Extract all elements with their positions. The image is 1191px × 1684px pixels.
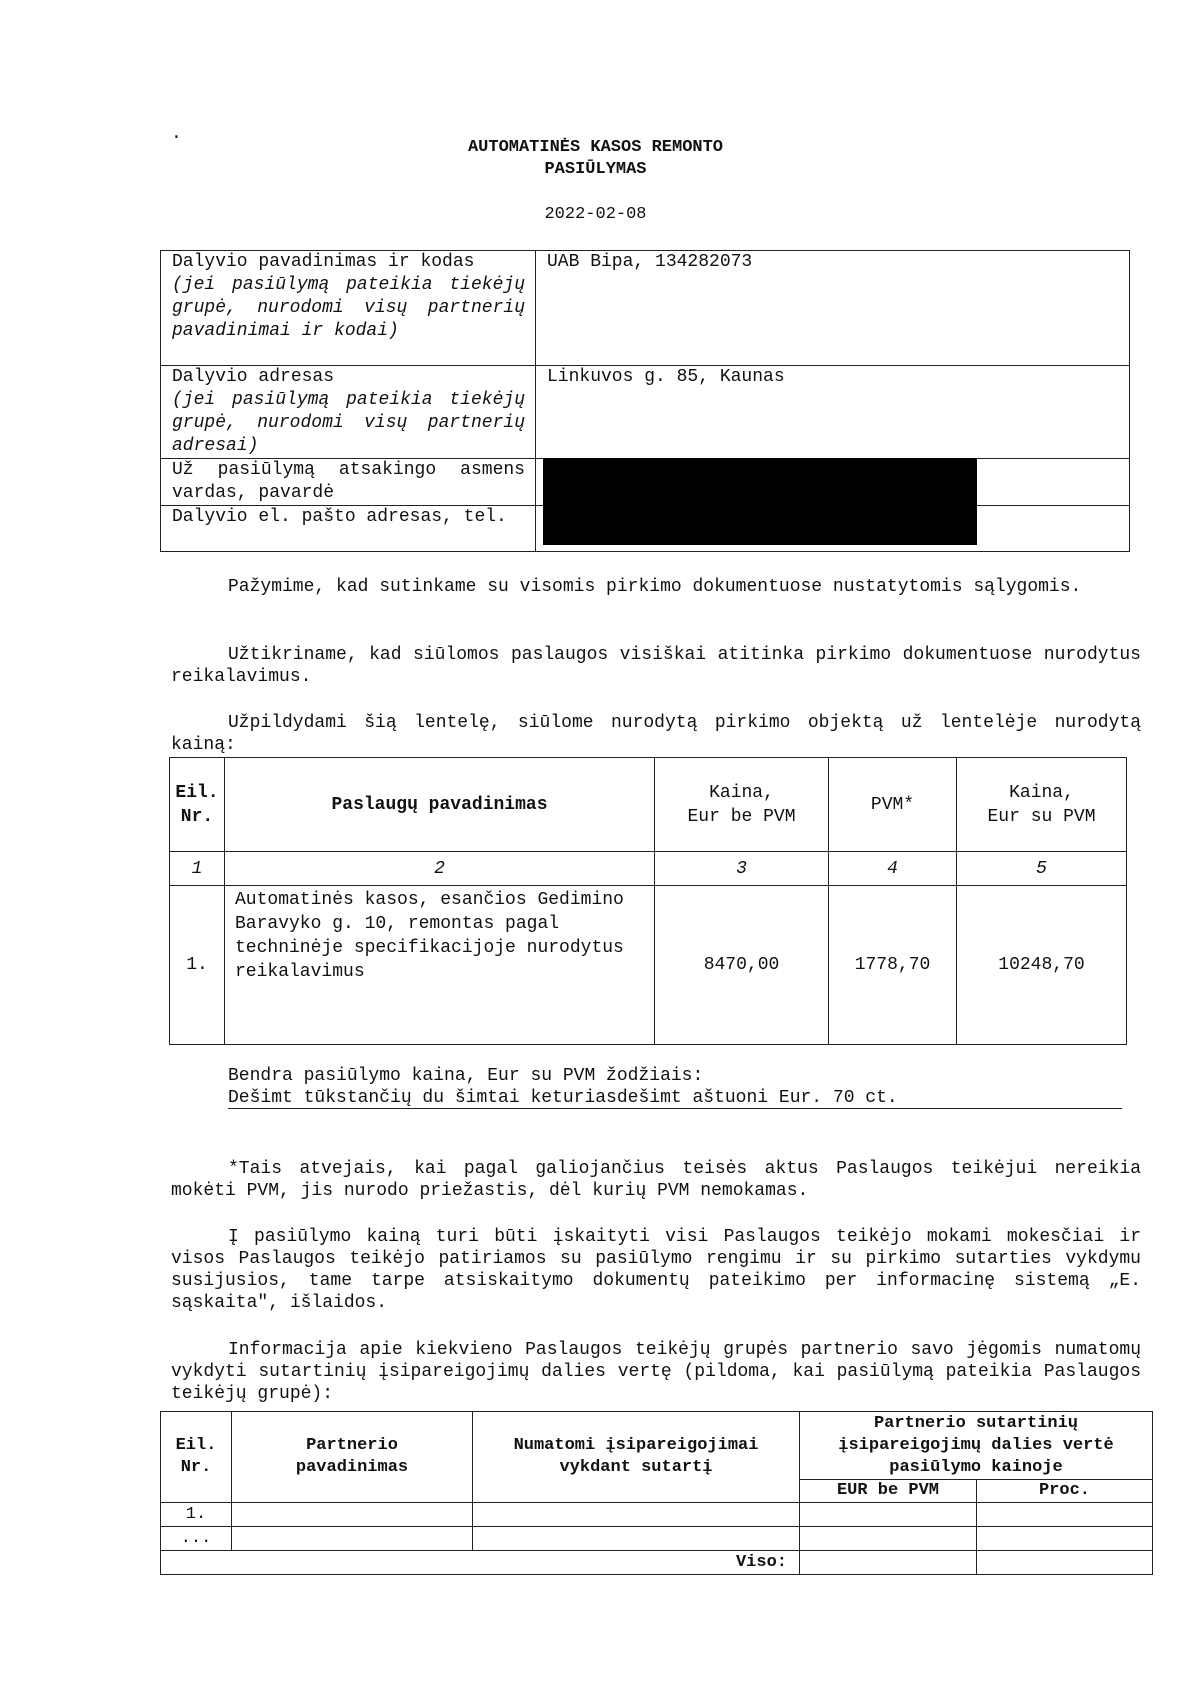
header-nr: Eil. Nr. (170, 758, 225, 852)
header-proc: Proc. (977, 1480, 1153, 1503)
row-nr: 1. (170, 886, 225, 1045)
table-header-row (170, 758, 1127, 852)
row-nr: 1. (161, 1503, 232, 1527)
page-title-line2: PASIŪLYMAS (544, 160, 647, 179)
table-cell (800, 1503, 977, 1527)
row-note: (jei pasiūlymą pateikia tiekėjų grupė, nurodomi visų partnerių pavadinimai ir kodai) (172, 275, 525, 341)
header-price: Kaina, Eur be PVM (655, 758, 829, 852)
header-partner-value: Partnerio sutartinių įsipareigojimų dalies vertė pasiūlymo kainoje (800, 1412, 1153, 1480)
table-cell (800, 1527, 977, 1551)
paragraph-table-intro: Užpildydami šią lentelę, siūlome nurodytą pirkimo objektą už lentelėje nurodytą kainą: (171, 713, 1141, 755)
total-words-label: Bendra pasiūlymo kaina, Eur su PVM žodžiais: (228, 1066, 704, 1086)
table-cell (977, 1503, 1153, 1527)
row-label: Dalyvio el. pašto adresas, tel. (161, 506, 536, 552)
table-row (161, 1503, 1153, 1527)
table-row (161, 1527, 1153, 1551)
total-words-value: Dešimt tūkstančių du šimtai keturiasdešimt aštuoni Eur. 70 ct. (228, 1088, 898, 1108)
column-number: 2 (225, 852, 655, 886)
table-cell (232, 1527, 473, 1551)
header-vat: PVM* (829, 758, 957, 852)
row-value: UAB Bipa, 134282073 (536, 251, 1130, 366)
price-table (169, 757, 1127, 1045)
row-nr: ... (161, 1527, 232, 1551)
column-number: 4 (829, 852, 957, 886)
row-label: Dalyvio pavadinimas ir kodas (172, 252, 475, 272)
table-cell (473, 1503, 800, 1527)
paragraph-partner-info: Informacija apie kiekvieno Paslaugos teikėjų grupės partnerio savo jėgomis numatomų vykdyti sutartinių įsipareigojimų dalies vertę (pildoma, kai pasiūlymą pateikia Paslaugos teikėjų grupė): (171, 1340, 1141, 1404)
table-cell (800, 1551, 977, 1575)
partner-table (160, 1411, 1153, 1575)
header-nr: Eil. Nr. (161, 1412, 232, 1503)
stray-dot: · (171, 128, 182, 148)
table-row (161, 366, 1130, 459)
row-price: 8470,00 (655, 886, 829, 1045)
row-value: Linkuvos g. 85, Kaunas (536, 366, 1130, 459)
table-total-row (161, 1551, 1153, 1575)
table-header-row (161, 1412, 1153, 1480)
row-note: (jei pasiūlymą pateikia tiekėjų grupė, nurodomi visų partnerių adresai) (172, 390, 525, 456)
header-total: Kaina, Eur su PVM (957, 758, 1127, 852)
header-obligations: Numatomi įsipareigojimai vykdant sutartį (473, 1412, 800, 1503)
table-cell (977, 1551, 1153, 1575)
document-date: 2022-02-08 (544, 205, 647, 224)
header-partner-name: Partnerio pavadinimas (232, 1412, 473, 1503)
page-title-line1: AUTOMATINĖS KASOS REMONTO (467, 138, 724, 157)
signature-underline (228, 1108, 1122, 1109)
table-cell (977, 1527, 1153, 1551)
redaction-block (543, 458, 977, 545)
table-row (170, 886, 1127, 1045)
row-service-name: Automatinės kasos, esančios Gedimino Baravyko g. 10, remontas pagal techninėje specifikacijoje nurodytus reikalavimus (225, 886, 655, 1045)
header-eur: EUR be PVM (800, 1480, 977, 1503)
header-service-name: Paslaugų pavadinimas (225, 758, 655, 852)
total-label: Viso: (161, 1551, 800, 1575)
paragraph-agreement: Pažymime, kad sutinkame su visomis pirkimo dokumentuose nustatytomis sąlygomis. (228, 577, 1082, 597)
table-cell (161, 251, 536, 366)
column-number: 5 (957, 852, 1127, 886)
row-total: 10248,70 (957, 886, 1127, 1045)
row-vat: 1778,70 (829, 886, 957, 1045)
table-cell (161, 366, 536, 459)
paragraph-price-includes: Į pasiūlymo kainą turi būti įskaityti visi Paslaugos teikėjo mokami mokesčiai ir visos Paslaugos teikėjo patiriamos su pasiūlymo rengimu ir su pirkimo sutarties vykdymu susijusios, tame tarpe atsiskaitymo dokumentų pateikimo per informacinę sistemą „E. sąskaita", išlaidos. (171, 1227, 1141, 1313)
table-row (161, 251, 1130, 366)
row-label: Dalyvio adresas (172, 367, 335, 387)
column-number-row (170, 852, 1127, 886)
table-cell (473, 1527, 800, 1551)
paragraph-vat-note: *Tais atvejais, kai pagal galiojančius teisės aktus Paslaugos teikėjui nereikia mokėti PVM, jis nurodo priežastis, dėl kurių PVM nemokamas. (171, 1159, 1141, 1201)
table-cell (232, 1503, 473, 1527)
paragraph-compliance: Užtikriname, kad siūlomos paslaugos visiškai atitinka pirkimo dokumentuose nurodytus reikalavimus. (171, 645, 1141, 687)
column-number: 3 (655, 852, 829, 886)
row-label: Už pasiūlymą atsakingo asmens vardas, pavardė (161, 459, 536, 506)
column-number: 1 (170, 852, 225, 886)
